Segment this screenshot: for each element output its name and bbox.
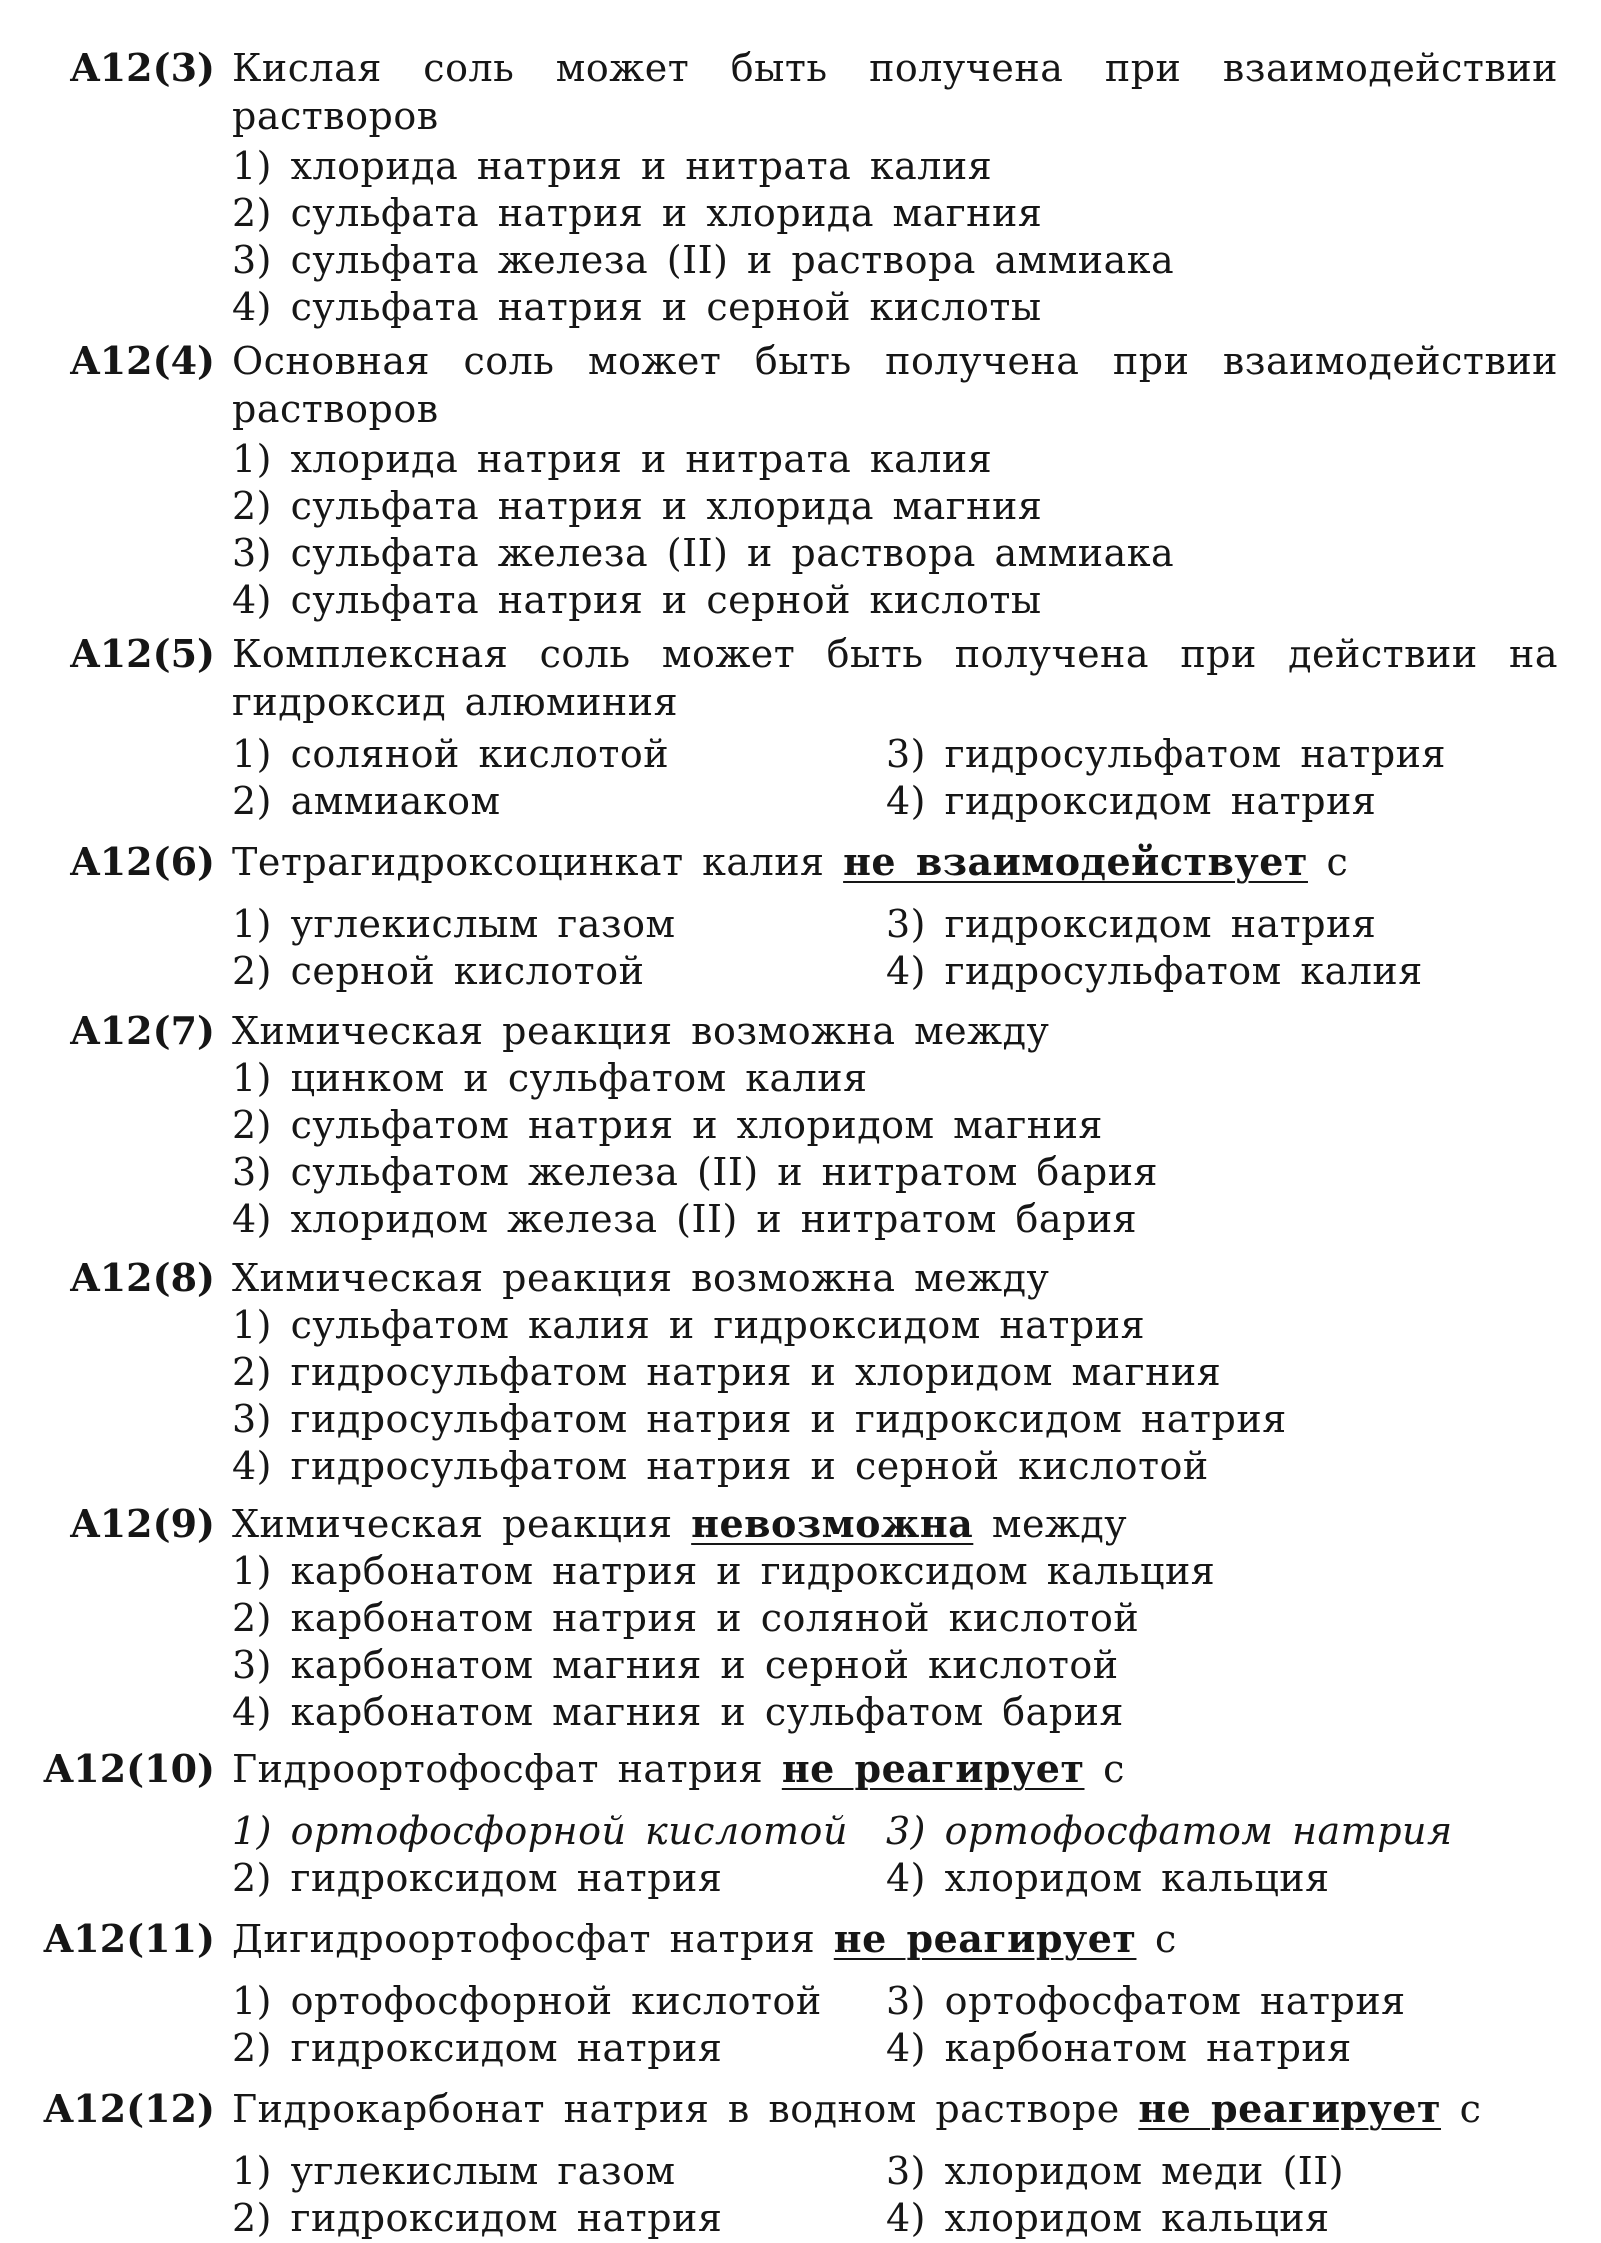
- question-id: A12(12): [43, 2086, 215, 2131]
- question-stem: Кислая соль может быть получена при взаимодействии растворов: [232, 46, 1558, 138]
- option-1[interactable]: 1) хлорида натрия и нитрата калия: [232, 144, 993, 188]
- option-2[interactable]: 2) карбонатом натрия и соляной кислотой: [232, 1596, 1140, 1640]
- option-3[interactable]: 3) сульфата железа (II) и раствора аммиака: [232, 238, 1175, 282]
- option-4[interactable]: 4) сульфата натрия и серной кислоты: [232, 285, 1042, 329]
- option-2[interactable]: 2) гидроксидом натрия: [232, 2026, 723, 2070]
- option-1[interactable]: 1) ортофосфорной кислотой: [232, 1979, 822, 2023]
- option-2[interactable]: 2) сульфатом натрия и хлоридом магния: [232, 1103, 1103, 1147]
- question-stem: Комплексная соль может быть получена при действии на гидроксид алюминия: [232, 632, 1558, 724]
- option-3[interactable]: 3) сульфата железа (II) и раствора аммиака: [232, 531, 1175, 575]
- option-1[interactable]: 1) углекислым газом: [232, 902, 676, 946]
- option-4[interactable]: 4) хлоридом железа (II) и нитратом бария: [232, 1197, 1138, 1241]
- option-2[interactable]: 2) гидросульфатом натрия и хлоридом магния: [232, 1350, 1222, 1394]
- emphasis-text: не взаимодействует: [843, 839, 1308, 884]
- question-stem: Гидроортофосфат натрия не реагирует с: [232, 1746, 1125, 1791]
- option-3[interactable]: 3) ортофосфатом натрия: [886, 1979, 1406, 2023]
- option-4[interactable]: 4) карбонатом магния и сульфатом бария: [232, 1690, 1124, 1734]
- option-3[interactable]: 3) сульфатом железа (II) и нитратом бария: [232, 1150, 1159, 1194]
- option-2[interactable]: 2) сульфата натрия и хлорида магния: [232, 191, 1043, 235]
- option-3[interactable]: 3) гидроксидом натрия: [886, 902, 1377, 946]
- option-2[interactable]: 2) гидроксидом натрия: [232, 1856, 723, 1900]
- emphasis-text: не реагирует: [781, 1746, 1085, 1791]
- question-id: A12(11): [43, 1916, 215, 1961]
- question-id: A12(6): [70, 839, 215, 884]
- question-id: A12(7): [70, 1008, 215, 1053]
- question-id: A12(3): [70, 45, 215, 90]
- question-stem: Основная соль может быть получена при взаимодействии растворов: [232, 339, 1558, 431]
- option-1[interactable]: 1) сульфатом калия и гидроксидом натрия: [232, 1303, 1146, 1347]
- option-3[interactable]: 3) гидросульфатом натрия и гидроксидом натрия: [232, 1397, 1287, 1441]
- option-3[interactable]: 3) гидросульфатом натрия: [886, 732, 1446, 776]
- emphasis-text: не реагирует: [833, 1916, 1137, 1961]
- option-4[interactable]: 4) карбонатом натрия: [886, 2026, 1352, 2070]
- question-stem: Химическая реакция невозможна между: [232, 1501, 1128, 1546]
- option-4[interactable]: 4) сульфата натрия и серной кислоты: [232, 578, 1042, 622]
- emphasis-text: не реагирует: [1138, 2086, 1441, 2131]
- option-1[interactable]: 1) ортофосфорной кислотой: [232, 1809, 848, 1853]
- option-3[interactable]: 3) карбонатом магния и серной кислотой: [232, 1643, 1119, 1687]
- option-3[interactable]: 3) хлоридом меди (II): [886, 2149, 1345, 2193]
- option-4[interactable]: 4) гидроксидом натрия: [886, 779, 1377, 823]
- option-2[interactable]: 2) серной кислотой: [232, 949, 645, 993]
- option-4[interactable]: 4) хлоридом кальция: [886, 2196, 1330, 2240]
- option-1[interactable]: 1) соляной кислотой: [232, 732, 670, 776]
- option-1[interactable]: 1) хлорида натрия и нитрата калия: [232, 437, 993, 481]
- question-stem: Химическая реакция возможна между: [232, 1256, 1050, 1300]
- question-stem: Дигидроортофосфат натрия не реагирует с: [232, 1916, 1177, 1961]
- option-1[interactable]: 1) цинком и сульфатом калия: [232, 1056, 868, 1100]
- question-stem: Гидрокарбонат натрия в водном растворе не реагирует с: [232, 2086, 1482, 2131]
- question-id: A12(4): [70, 338, 215, 383]
- option-2[interactable]: 2) сульфата натрия и хлорида магния: [232, 484, 1043, 528]
- question-id: A12(9): [70, 1501, 215, 1546]
- question-id: A12(8): [70, 1255, 215, 1300]
- question-id: A12(10): [43, 1746, 215, 1791]
- question-stem: Химическая реакция возможна между: [232, 1009, 1050, 1053]
- option-2[interactable]: 2) гидроксидом натрия: [232, 2196, 723, 2240]
- option-1[interactable]: 1) углекислым газом: [232, 2149, 676, 2193]
- option-3[interactable]: 3) ортофосфатом натрия: [886, 1809, 1453, 1853]
- emphasis-text: невозможна: [691, 1501, 974, 1546]
- option-1[interactable]: 1) карбонатом натрия и гидроксидом кальция: [232, 1549, 1216, 1593]
- option-4[interactable]: 4) хлоридом кальция: [886, 1856, 1330, 1900]
- option-2[interactable]: 2) аммиаком: [232, 779, 501, 823]
- question-stem: Тетрагидроксоцинкат калия не взаимодействует с: [232, 839, 1349, 884]
- question-id: A12(5): [70, 631, 215, 676]
- option-4[interactable]: 4) гидросульфатом калия: [886, 949, 1423, 993]
- option-4[interactable]: 4) гидросульфатом натрия и серной кислотой: [232, 1444, 1209, 1488]
